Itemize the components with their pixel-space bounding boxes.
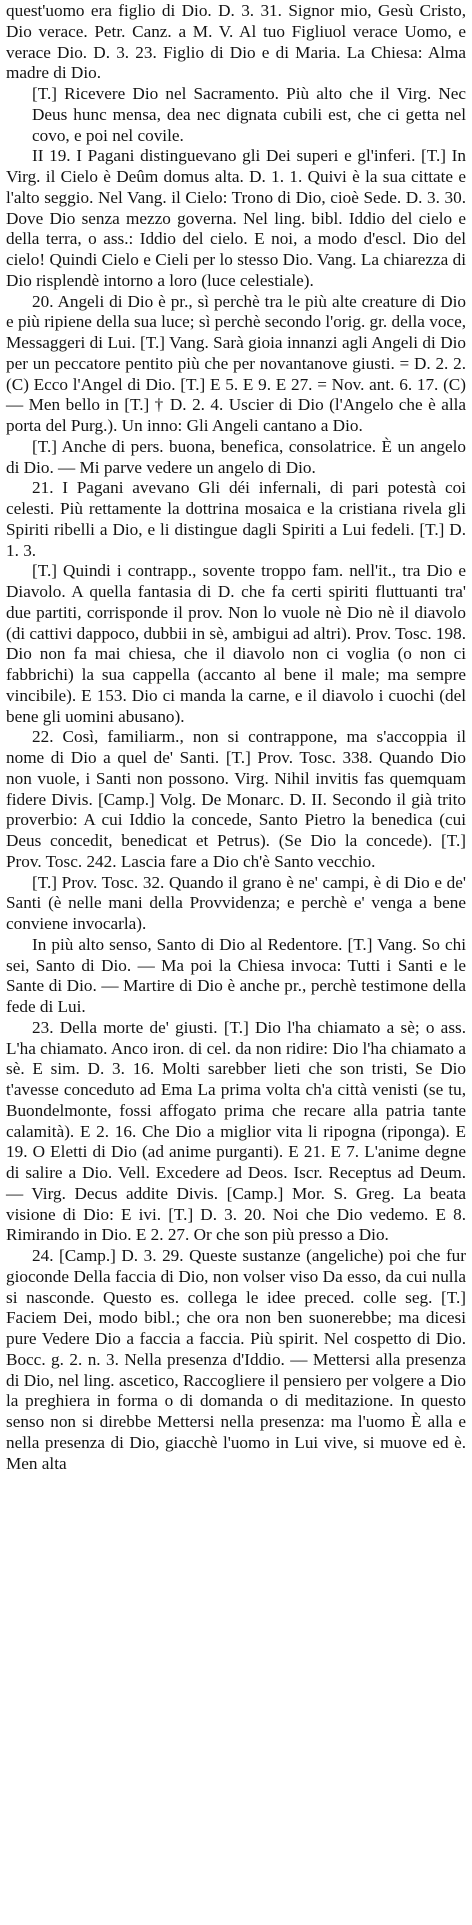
paragraph-dio-diavolo: [T.] Quindi i contrapp., sovente troppo fam. nell'it., tra Dio e Diavolo. A quella fantasia di D. che fa certi spiriti fluttuanti tra' due partiti, corrisponde il prov. Non lo vuole nè Dio nè il diavolo (di cattivi dappoco, dubbii in sè, ambigui ad altri). Prov. Tosc. 198. Dio non fa mai chiesa, che il diavolo non ci voglia (o non ci fabbrichi) la sua cappella (accanto al bene il male; ma sempre vincibile). E 153. Dio ci manda la carne, e il diavolo i cuochi (del bene gli uomini abusano).: [6, 561, 466, 726]
paragraph-19-pagan-gods: II 19. I Pagani distinguevano gli Dei superi e gl'inferi. [T.] In Virg. il Cielo è Deûm domus alta. D. 1. 1. Quivi è la sua cittate e l'alto seggio. Nel Vang. il Cielo: Trono di Dio, cioè Sede. D. 3. 30. Dove Dio senza mezzo governa. Nel ling. bibl. Iddio del cielo e della terra, o ass.: Iddio del cielo. E noi, a modo d'escl. Dio del cielo! Quindi Cielo e Cieli per lo stesso Dio. Vang. La chiarezza di Dio risplendè intorno a loro (luce celestiale).: [6, 146, 466, 290]
paragraph-20-angels: 20. Angeli di Dio è pr., sì perchè tra le più alte creature di Dio e più ripiene della sua luce; sì perchè secondo l'orig. gr. della voce, Messaggeri di Lui. [T.] Vang. Sarà gioia innanzi agli Angeli di Dio per un peccatore pentito più che per novantanove giusti. = D. 2. 2. (C) Ecco l'Angel di Dio. [T.] E 5. E 9. E 27. = Nov. ant. 6. 17. (C) — Men bello in [T.] † D. 2. 4. Uscier di Dio (l'Angelo che è alla porta del Purg.). Un inno: Gli Angeli cantano a Dio.: [6, 291, 466, 435]
paragraph-grain-proverb: [T.] Prov. Tosc. 32. Quando il grano è ne' campi, è di Dio e de' Santi (è nelle mani della Provvidenza; e perchè e' venga a bene conviene invocarla).: [6, 872, 466, 933]
paragraph-22-saints: 22. Così, familiarm., non si contrappone, ma s'accoppia il nome di Dio a quel de' Santi. [T.] Prov. Tosc. 338. Quando Dio non vuole, i Santi non possono. Virg. Nihil invitis fas quemquam fidere Divis. [Camp.] Volg. De Monarc. D. II. Secondo il già trito proverbio: A cui Iddio la concede, Santo Pietro la benedica (cui Deus concedit, benedicat et Petrus). (Se Dio la concede). [T.] Prov. Tosc. 242. Lascia fare a Dio ch'è Santo vecchio.: [6, 727, 466, 871]
paragraph-holy-of-god: In più alto senso, Santo di Dio al Redentore. [T.] Vang. So chi sei, Santo di Dio. — Ma poi la Chiesa invoca: Tutti i Santi e le Sante di Dio. — Martire di Dio è anche pr., perchè testimone della fede di Lui.: [6, 934, 466, 1016]
paragraph-angel-person: [T.] Anche di pers. buona, benefica, consolatrice. È un angelo di Dio. — Mi parve vedere un angelo di Dio.: [6, 436, 466, 477]
paragraph-23-death-of-just: 23. Della morte de' giusti. [T.] Dio l'ha chiamato a sè; o ass. L'ha chiamato. Anco iron. di cel. da non ridire: Dio l'ha chiamato a sè. E sim. D. 3. 16. Molti sarebber lieti che son tristi, Se Dio t'avesse conceduto ad Ema La prima volta ch'a città venisti (se tu, Buondelmonte, fossi affogato prima che recare alla patria tante calamità). E 2. 16. Che Dio a miglior vita li ripogna (riponga). E 19. O Eletti di Dio (ad anime purganti). E 21. E 7. L'anime degne di salire a Dio. Vell. Excedere ad Deos. Iscr. Receptus ad Deum. — Virg. Decus addite Divis. [Camp.] Mor. S. Greg. La beata visione di Dio: E ivi. [T.] D. 3. 20. Noi che Dio vedemo. E 8. Rimirando in Dio. E 2. 27. Or che son più presso a Dio.: [6, 1017, 466, 1245]
paragraph-sacrament: [T.] Ricevere Dio nel Sacramento. Più alto che il Virg. Nec Deus hunc mensa, dea nec dignata cubili est, che ci getta nel covo, e poi nel covile.: [32, 84, 466, 145]
paragraph-intro-continuation: quest'uomo era figlio di Dio. D. 3. 31. Signor mio, Gesù Cristo, Dio verace. Petr. Canz. a M. V. Al tuo Figliuol verace Uomo, e verace Dio. D. 3. 23. Figlio di Dio e di Maria. La Chiesa: Alma madre di Dio.: [6, 1, 466, 83]
paragraph-24-face-of-god: 24. [Camp.] D. 3. 29. Queste sustanze (angeliche) poi che fur gioconde Della faccia di Dio, non volser viso Da esso, da cui nulla si nasconde. Questo es. collega le idee preced. colle seg. [T.] Faciem Dei, modo bibl.; che ora non ben suonerebbe; ma dicesi pure Vedere Dio a faccia a faccia. Più spirit. Nel cospetto di Dio. Bocc. g. 2. n. 3. Nella presenza d'Iddio. — Mettersi alla presenza di Dio, nel ling. ascetico, Raccogliere il pensiero per volgere a Dio la preghiera in forma o di domanda o di meditazione. In questo senso non si direbbe Mettersi nella presenza: ma l'uomo È alla e nella presenza di Dio, giacchè l'uomo in Lui vive, si muove ed è. Men alta: [6, 1246, 466, 1473]
paragraph-21-infernal: 21. I Pagani avevano Gli déi infernali, di pari potestà coi celesti. Più rettamente la dottrina mosaica e la cristiana rivela gli Spiriti ribelli a Dio, e li distingue dagli Spiriti a Lui fedeli. [T.] D. 1. 3.: [6, 478, 466, 560]
